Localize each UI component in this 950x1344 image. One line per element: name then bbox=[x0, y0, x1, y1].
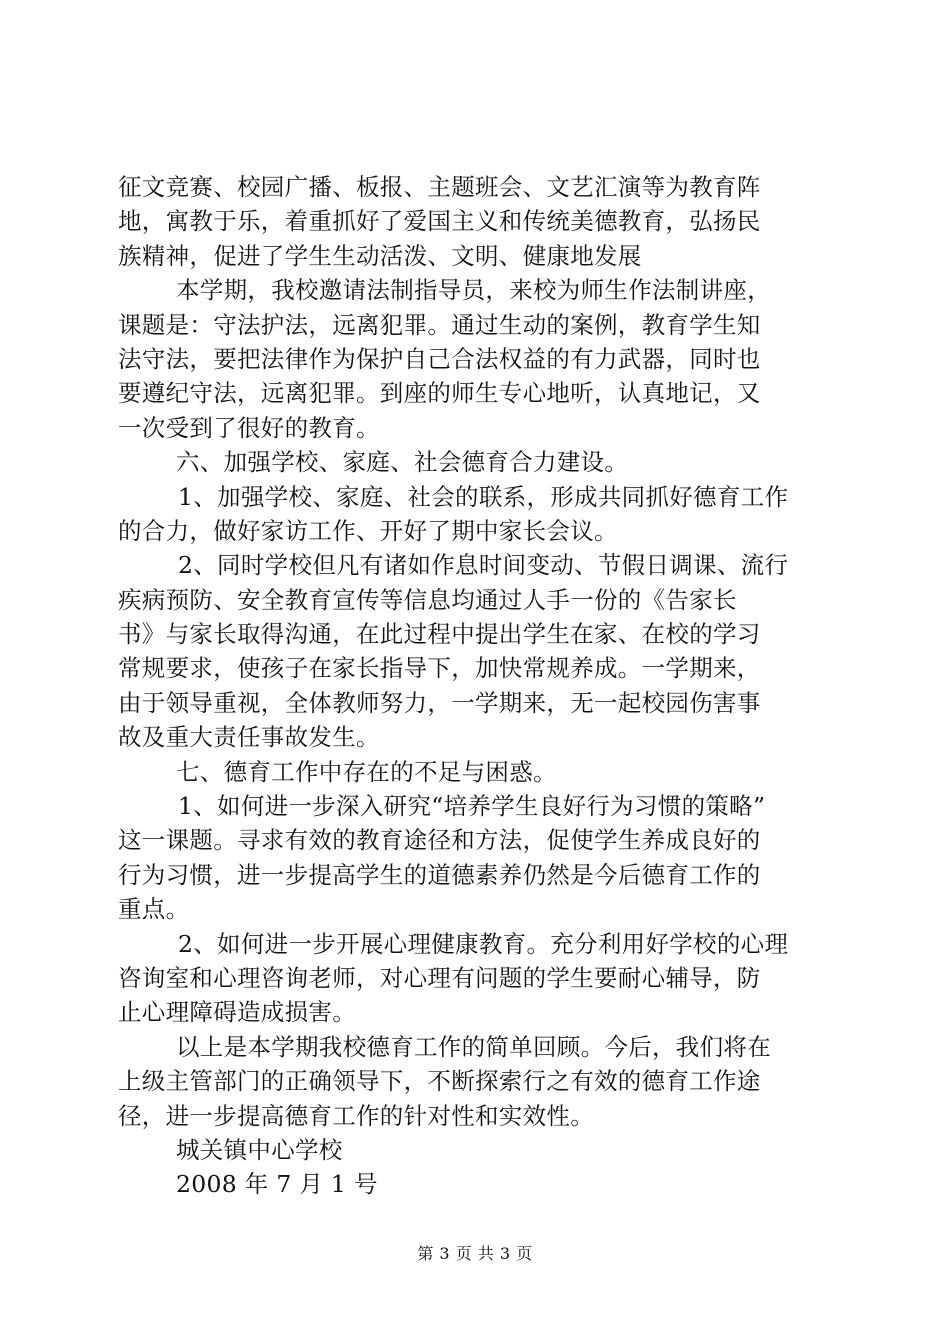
text-line-27: 上级主管部门的正确领导下，不断探索行之有效的德育工作途 bbox=[118, 1067, 761, 1096]
text-line-7: 要遵纪守法，远离犯罪。到座的师生专心地听，认真地记，又 bbox=[118, 379, 761, 408]
text-line-28: 径，进一步提高德育工作的针对性和实效性。 bbox=[118, 1101, 594, 1130]
text-line-5: 课题是：守法护法，远离犯罪。通过生动的案例，教育学生知 bbox=[118, 310, 761, 339]
signature-date: 2008 年 7 月 1 号 bbox=[176, 1170, 378, 1199]
text-line-6: 法守法，要把法律作为保护自己合法权益的有力武器，同时也 bbox=[118, 344, 761, 373]
document-body bbox=[118, 170, 838, 1202]
text-line-13: 疾病预防、安全教育宣传等信息均通过人手一份的《告家长 bbox=[118, 585, 737, 614]
page-number-footer: 第 3 页 共 3 页 bbox=[417, 1244, 533, 1263]
text-line-11: 的合力，做好家访工作、开好了期中家长会议。 bbox=[118, 516, 618, 545]
text-line-17: 故及重大责任事故发生。 bbox=[118, 723, 380, 752]
text-line-16: 由于领导重视，全体教师努力，一学期来，无一起校园伤害事 bbox=[118, 688, 761, 717]
text-line-1: 征文竞赛、校园广播、板报、主题班会、文艺汇演等为教育阵 bbox=[118, 173, 761, 201]
text-line-2: 地，寓教于乐，着重抓好了爱国主义和传统美德教育，弘扬民 bbox=[118, 207, 761, 236]
text-line-12: 2、同时学校但凡有诸如作息时间变动、节假日调课、流行 bbox=[178, 551, 789, 580]
text-line-20: 这一课题。寻求有效的教育途径和方法，促使学生养成良好的 bbox=[118, 826, 761, 855]
text-line-26: 以上是本学期我校德育工作的简单回顾。今后，我们将在 bbox=[176, 1032, 771, 1061]
text-line-3: 族精神，促进了学生生动活泼、文明、健康地发展 bbox=[118, 241, 642, 270]
text-line-19: 1、如何进一步深入研究“培养学生良好行为习惯的策略” bbox=[178, 792, 766, 821]
text-line-25: 止心理障碍造成损害。 bbox=[118, 998, 356, 1027]
section-heading-6: 六、加强学校、家庭、社会德育合力建设。 bbox=[176, 448, 629, 477]
text-line-24: 咨询室和心理咨询老师，对心理有问题的学生要耐心辅导，防 bbox=[118, 963, 761, 992]
text-line-23: 2、如何进一步开展心理健康教育。充分利用好学校的心理 bbox=[178, 929, 789, 958]
text-line-10: 1、加强学校、家庭、社会的联系，形成共同抓好德育工作 bbox=[178, 482, 789, 511]
text-line-8: 一次受到了很好的教育。 bbox=[118, 413, 380, 442]
signature-organization: 城关镇中心学校 bbox=[176, 1135, 343, 1164]
text-line-15: 常规要求，使孩子在家长指导下，加快常规养成。一学期来， bbox=[118, 654, 761, 683]
text-line-14: 书》与家长取得沟通，在此过程中提出学生在家、在校的学习 bbox=[118, 620, 761, 649]
text-line-21: 行为习惯，进一步提高学生的道德素养仍然是今后德育工作的 bbox=[118, 860, 761, 889]
text-line-22: 重点。 bbox=[118, 895, 190, 924]
text-line-4: 本学期，我校邀请法制指导员，来校为师生作法制讲座， bbox=[176, 276, 771, 305]
section-heading-7: 七、德育工作中存在的不足与困惑。 bbox=[176, 757, 557, 786]
